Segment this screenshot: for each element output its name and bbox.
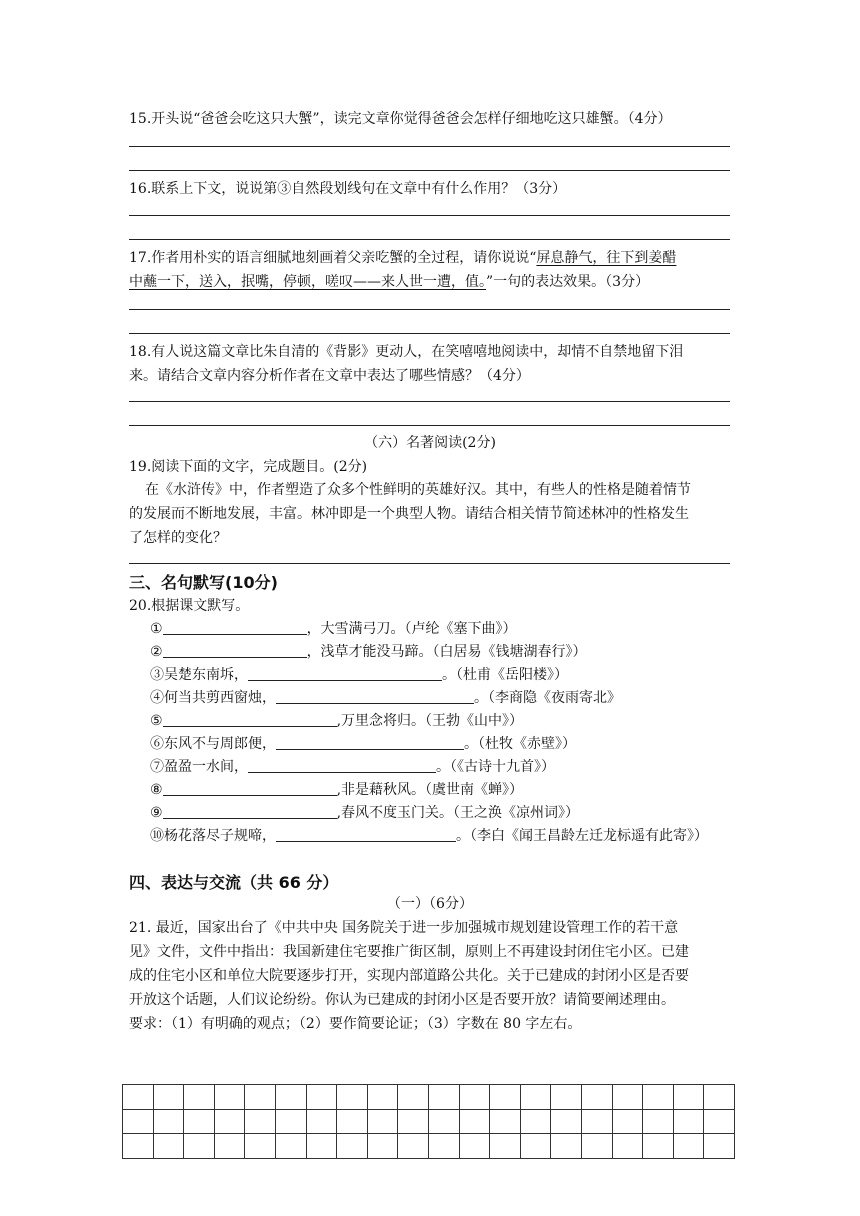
fill-blank[interactable] bbox=[163, 780, 337, 796]
grid-cell[interactable] bbox=[643, 1085, 674, 1110]
grid-cell[interactable] bbox=[275, 1134, 306, 1159]
grid-cell[interactable] bbox=[704, 1134, 735, 1159]
grid-row bbox=[123, 1134, 735, 1159]
writing-grid[interactable] bbox=[122, 1084, 735, 1159]
grid-cell[interactable] bbox=[612, 1134, 643, 1159]
grid-cell[interactable] bbox=[214, 1134, 245, 1159]
grid-cell[interactable] bbox=[214, 1085, 245, 1110]
question-17-text: ”一句的表达效果。（3分） bbox=[486, 274, 650, 290]
grid-cell[interactable] bbox=[673, 1109, 704, 1134]
grid-cell[interactable] bbox=[306, 1109, 337, 1134]
grid-cell[interactable] bbox=[123, 1109, 154, 1134]
grid-cell[interactable] bbox=[245, 1085, 276, 1110]
question-21-requirements: 要求：（1）有明确的观点；（2）要作简要论证；（3）字数在 80 字左右。 bbox=[129, 1016, 582, 1032]
grid-cell[interactable] bbox=[367, 1085, 398, 1110]
answer-line[interactable] bbox=[129, 239, 730, 240]
grid-cell[interactable] bbox=[551, 1134, 582, 1159]
grid-cell[interactable] bbox=[153, 1109, 184, 1134]
grid-cell[interactable] bbox=[673, 1085, 704, 1110]
fill-blank[interactable] bbox=[276, 688, 474, 704]
question-16: 16.联系上下文，说说第③自然段划线句在文章中有什么作用？（3分） bbox=[129, 181, 567, 197]
grid-cell[interactable] bbox=[275, 1109, 306, 1134]
question-18-line2: 来。请结合文章内容分析作者在文章中表达了哪些情感？（4分） bbox=[129, 368, 530, 384]
question-17-line2 bbox=[129, 271, 649, 291]
grid-cell[interactable] bbox=[428, 1085, 459, 1110]
fill-blank[interactable] bbox=[276, 826, 456, 842]
grid-cell[interactable] bbox=[398, 1085, 429, 1110]
section-3-title: 三、名句默写(10分) bbox=[129, 573, 278, 592]
grid-cell[interactable] bbox=[337, 1134, 368, 1159]
grid-cell[interactable] bbox=[123, 1134, 154, 1159]
section-4-title: 四、表达与交流（共 66 分） bbox=[129, 873, 339, 892]
grid-cell[interactable] bbox=[704, 1085, 735, 1110]
grid-cell[interactable] bbox=[184, 1134, 215, 1159]
answer-line[interactable] bbox=[129, 309, 730, 310]
recitation-item-2: ② ，浅草才能没马蹄。（白居易《钱塘湖春行》） bbox=[150, 644, 587, 660]
grid-cell[interactable] bbox=[153, 1085, 184, 1110]
recitation-item-6: ⑥东风不与周郎便， 。（杜牧《赤壁》） bbox=[150, 736, 576, 752]
recitation-item-7: ⑦盈盈一水间， 。（《古诗十九首》） bbox=[150, 759, 555, 775]
recitation-item-9: ⑨ ,春风不度玉门关。（王之涣《凉州词》） bbox=[150, 805, 580, 821]
grid-cell[interactable] bbox=[459, 1134, 490, 1159]
answer-line[interactable] bbox=[129, 563, 730, 564]
grid-cell[interactable] bbox=[459, 1109, 490, 1134]
grid-cell[interactable] bbox=[337, 1109, 368, 1134]
answer-line[interactable] bbox=[129, 170, 730, 171]
grid-cell[interactable] bbox=[581, 1109, 612, 1134]
fill-blank[interactable] bbox=[163, 642, 307, 658]
grid-cell[interactable] bbox=[428, 1134, 459, 1159]
grid-cell[interactable] bbox=[306, 1085, 337, 1110]
question-19-line2: 的发展而不断地发展，丰富。林冲即是一个典型人物。请结合相关情节简述林冲的性格发生 bbox=[129, 506, 689, 522]
answer-line[interactable] bbox=[129, 333, 730, 334]
grid-cell[interactable] bbox=[398, 1134, 429, 1159]
underlined-quote: 屏息静气，往下到姜醋 bbox=[536, 250, 677, 266]
section-4-sub: （一）（6分） bbox=[387, 896, 473, 912]
fill-blank[interactable] bbox=[163, 619, 307, 635]
grid-cell[interactable] bbox=[490, 1085, 521, 1110]
question-21-line3: 成的住宅小区和单位大院要逐步打开，实现内部道路公共化。关于已建成的封闭小区是否要 bbox=[129, 968, 689, 984]
fill-blank[interactable] bbox=[248, 757, 436, 773]
grid-cell[interactable] bbox=[337, 1085, 368, 1110]
question-19-line1: 在《水浒传》中，作者塑造了众多个性鲜明的英雄好汉。其中，有些人的性格是随着情节 bbox=[145, 482, 691, 498]
recitation-item-1: ① ，大雪满弓刀。（卢纶《塞下曲》） bbox=[150, 621, 517, 637]
recitation-item-4: ④何当共剪西窗烛， 。（李商隐《夜雨寄北》 bbox=[150, 690, 621, 706]
grid-cell[interactable] bbox=[551, 1085, 582, 1110]
grid-cell[interactable] bbox=[520, 1109, 551, 1134]
fill-blank[interactable] bbox=[276, 734, 464, 750]
recitation-item-10: ⑩杨花落尽子规啼， 。（李白《闻王昌龄左迁龙标遥有此寄》） bbox=[150, 828, 708, 844]
grid-cell[interactable] bbox=[551, 1109, 582, 1134]
answer-line[interactable] bbox=[129, 425, 730, 426]
grid-cell[interactable] bbox=[612, 1109, 643, 1134]
grid-cell[interactable] bbox=[490, 1109, 521, 1134]
grid-cell[interactable] bbox=[214, 1109, 245, 1134]
grid-cell[interactable] bbox=[306, 1134, 337, 1159]
answer-line[interactable] bbox=[129, 215, 730, 216]
grid-row bbox=[123, 1085, 735, 1110]
recitation-item-3: ③吴楚东南坼， 。（杜甫《岳阳楼》） bbox=[150, 667, 568, 683]
grid-cell[interactable] bbox=[643, 1109, 674, 1134]
question-15: 15.开头说“爸爸会吃这只大蟹”，读完文章你觉得爸爸会怎样仔细地吃这只雄蟹。（4分） bbox=[129, 111, 672, 127]
grid-cell[interactable] bbox=[643, 1134, 674, 1159]
underlined-quote: 中蘸一下，送入，抿嘴，停顿，嗟叹——来人世一遭，值。 bbox=[129, 274, 486, 290]
answer-line[interactable] bbox=[129, 146, 730, 147]
fill-blank[interactable] bbox=[163, 711, 337, 727]
grid-cell[interactable] bbox=[245, 1109, 276, 1134]
grid-cell[interactable] bbox=[123, 1085, 154, 1110]
question-21-line2: 见》文件，文件中指出：我国新建住宅要推广街区制，原则上不再建设封闭住宅小区。已建 bbox=[129, 944, 689, 960]
recitation-item-5: ⑤ ,万里念将归。（王勃《山中》） bbox=[150, 713, 524, 729]
grid-cell[interactable] bbox=[367, 1109, 398, 1134]
question-19-intro: 19.阅读下面的文字，完成题目。(2分) bbox=[129, 459, 368, 475]
grid-row bbox=[123, 1109, 735, 1134]
grid-cell[interactable] bbox=[398, 1109, 429, 1134]
grid-cell[interactable] bbox=[367, 1134, 398, 1159]
grid-cell[interactable] bbox=[520, 1085, 551, 1110]
recitation-item-8: ⑧ ,非是藉秋风。（虞世南《蝉》） bbox=[150, 782, 524, 798]
grid-cell[interactable] bbox=[428, 1109, 459, 1134]
section-6-title: （六）名著阅读(2分) bbox=[364, 435, 496, 451]
grid-cell[interactable] bbox=[184, 1109, 215, 1134]
question-17-text: 17.作者用朴实的语言细腻地刻画着父亲吃蟹的全过程，请你说说“ bbox=[129, 250, 537, 266]
fill-blank[interactable] bbox=[248, 665, 442, 681]
grid-cell[interactable] bbox=[245, 1134, 276, 1159]
question-21-line1: 21. 最近，国家出台了《中共中央 国务院关于进一步加强城市规划建设管理工作的若干意 bbox=[129, 920, 679, 936]
question-20-intro: 20.根据课文默写。 bbox=[129, 598, 250, 614]
grid-cell[interactable] bbox=[520, 1134, 551, 1159]
grid-cell[interactable] bbox=[184, 1085, 215, 1110]
grid-cell[interactable] bbox=[704, 1109, 735, 1134]
grid-cell[interactable] bbox=[581, 1134, 612, 1159]
grid-cell[interactable] bbox=[275, 1085, 306, 1110]
answer-line[interactable] bbox=[129, 401, 730, 402]
question-18-line1: 18.有人说这篇文章比朱自清的《背影》更动人，在笑嘻嘻地阅读中，却情不自禁地留下泪 bbox=[129, 344, 684, 360]
question-19-line3: 了怎样的变化？ bbox=[129, 530, 227, 546]
grid-cell[interactable] bbox=[153, 1134, 184, 1159]
question-17-line1 bbox=[129, 247, 676, 267]
fill-blank[interactable] bbox=[163, 803, 337, 819]
grid-cell[interactable] bbox=[459, 1085, 490, 1110]
grid-cell[interactable] bbox=[673, 1134, 704, 1159]
grid-cell[interactable] bbox=[581, 1085, 612, 1110]
grid-cell[interactable] bbox=[490, 1134, 521, 1159]
question-21-line4: 开放这个话题，人们议论纷纷。你认为已建成的封闭小区是否要开放？请简要阐述理由。 bbox=[129, 992, 675, 1008]
grid-cell[interactable] bbox=[612, 1085, 643, 1110]
